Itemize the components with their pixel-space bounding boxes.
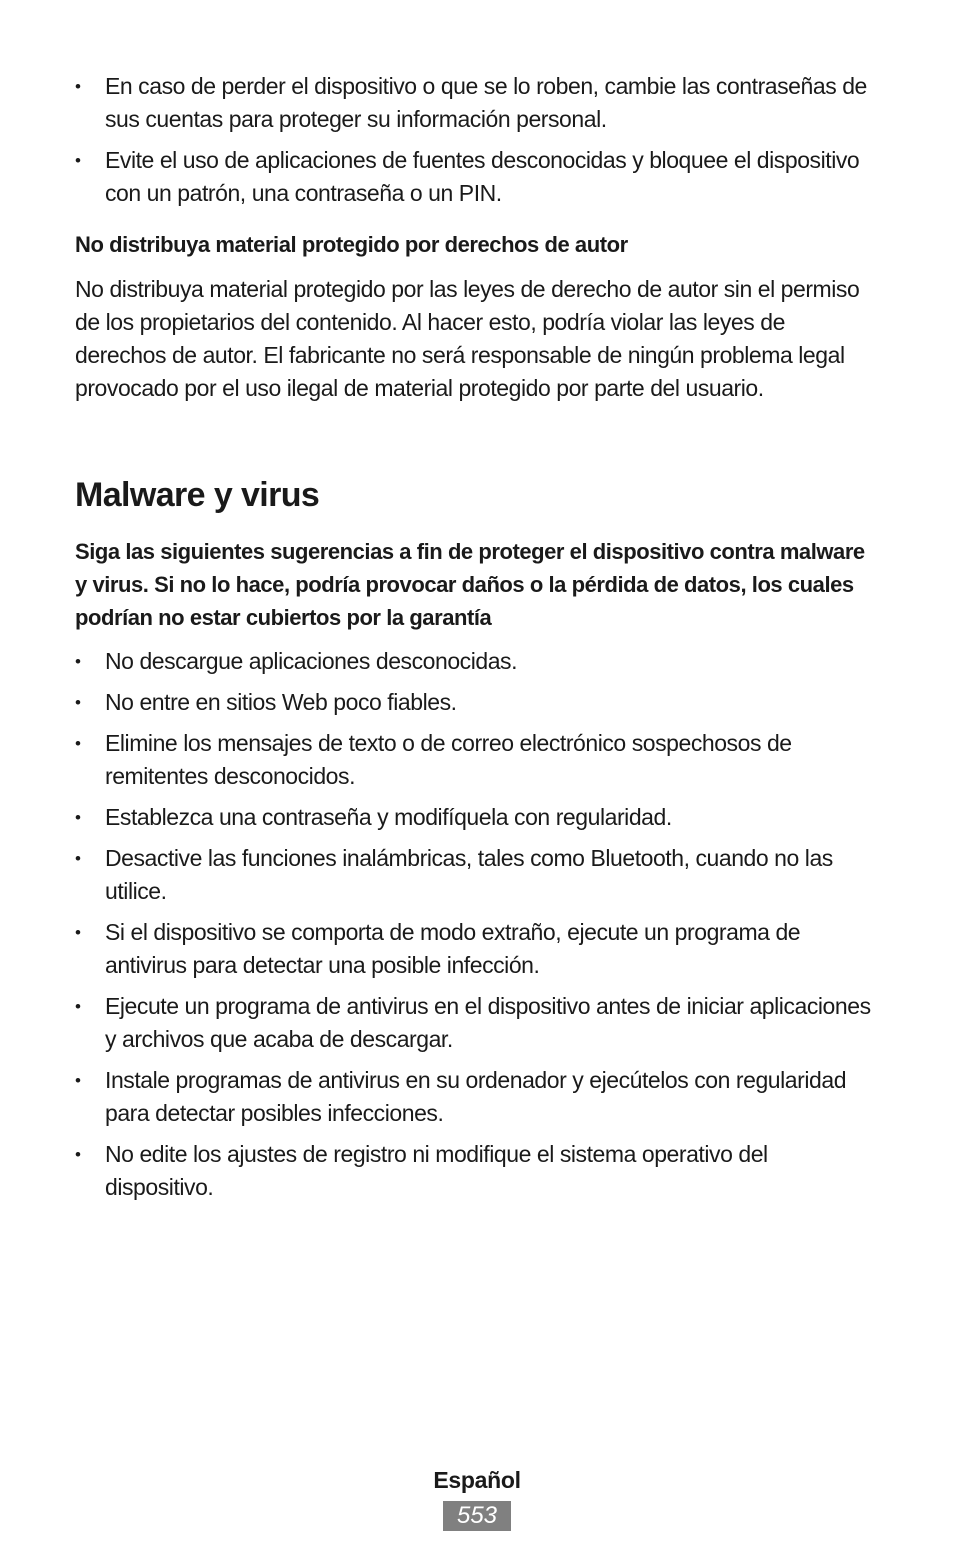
section-title-malware: Malware y virus bbox=[75, 476, 320, 514]
list-item bbox=[75, 645, 875, 678]
list-item bbox=[75, 727, 875, 793]
list-item bbox=[75, 1138, 875, 1204]
bullet-icon: • bbox=[75, 652, 81, 671]
bullet-icon: • bbox=[75, 734, 81, 753]
list-item bbox=[75, 842, 875, 908]
list-item bbox=[75, 1064, 875, 1130]
bullet-icon: • bbox=[75, 997, 81, 1016]
page-number-badge: 553 bbox=[443, 1501, 511, 1531]
page-content bbox=[75, 70, 875, 1212]
copyright-heading: No distribuya material protegido por derechos de autor bbox=[75, 232, 628, 257]
bullet-icon: • bbox=[75, 849, 81, 868]
top-bullet-list bbox=[75, 70, 875, 210]
bullet-icon: • bbox=[75, 77, 81, 96]
copyright-paragraph: No distribuya material protegido por las leyes de derecho de autor sin el permiso de los propietarios del contenido. Al hacer esto, podría violar las leyes de derechos de autor. El fabricante no será responsable de ningún problema legal provocado por el uso ilegal de material protegido por parte del usuario. bbox=[75, 276, 860, 401]
list-item-text: En caso de perder el dispositivo o que se lo roben, cambie las contraseñas de sus cuentas para proteger su información personal. bbox=[105, 73, 867, 132]
list-item bbox=[75, 801, 875, 834]
list-item bbox=[75, 916, 875, 982]
list-item-text: Ejecute un programa de antivirus en el dispositivo antes de iniciar aplicaciones y archivos que acaba de descargar. bbox=[105, 993, 871, 1052]
list-item-text: Establezca una contraseña y modifíquela con regularidad. bbox=[105, 804, 672, 830]
page-footer bbox=[0, 1463, 954, 1531]
bullet-icon: • bbox=[75, 151, 81, 170]
list-item bbox=[75, 686, 875, 719]
list-item-text: Instale programas de antivirus en su ordenador y ejecútelos con regularidad para detectar posibles infecciones. bbox=[105, 1067, 847, 1126]
bullet-icon: • bbox=[75, 1071, 81, 1090]
list-item bbox=[75, 70, 875, 136]
bullet-icon: • bbox=[75, 1145, 81, 1164]
list-item-text: No edite los ajustes de registro ni modifique el sistema operativo del dispositivo. bbox=[105, 1141, 768, 1200]
list-item-text: Elimine los mensajes de texto o de correo electrónico sospechosos de remitentes desconocidos. bbox=[105, 730, 792, 789]
list-item-text: No entre en sitios Web poco fiables. bbox=[105, 689, 457, 715]
bullet-icon: • bbox=[75, 693, 81, 712]
malware-intro: Siga las siguientes sugerencias a fin de proteger el dispositivo contra malware y virus. Si no lo hace, podría provocar daños o la pérdida de datos, los cuales podrían no estar cubiertos por la garantía bbox=[75, 539, 865, 630]
list-item-text: No descargue aplicaciones desconocidas. bbox=[105, 648, 518, 674]
list-item-text: Desactive las funciones inalámbricas, tales como Bluetooth, cuando no las utilice. bbox=[105, 845, 833, 904]
list-item-text: Evite el uso de aplicaciones de fuentes desconocidas y bloquee el dispositivo con un patrón, una contraseña o un PIN. bbox=[105, 147, 860, 206]
footer-language: Español bbox=[433, 1467, 521, 1493]
malware-bullet-list bbox=[75, 645, 875, 1204]
bullet-icon: • bbox=[75, 923, 81, 942]
list-item bbox=[75, 990, 875, 1056]
list-item-text: Si el dispositivo se comporta de modo extraño, ejecute un programa de antivirus para detectar una posible infección. bbox=[105, 919, 801, 978]
bullet-icon: • bbox=[75, 808, 81, 827]
list-item bbox=[75, 144, 875, 210]
